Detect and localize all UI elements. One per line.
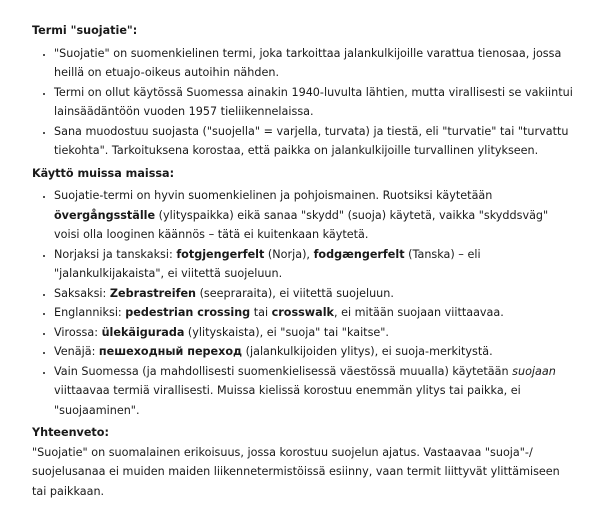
section-heading-term: Termi "suojatie": — [32, 24, 138, 37]
list-item: • Termi on ollut käytössä Suomessa ainakin 1940-luvulta lähtien, mutta virallisesti se vakiintui lainsäädäntöön vuoden 1957 tieliikennelaissa. — [54, 83, 573, 122]
section-heading-usage: Käyttö muissa maissa: — [32, 166, 175, 180]
list-item: • Vain Suomessa (ja mahdollisesti suomenkielisessä väestössä muualla) käytetään suojaan viittaavaa termiä virallisesti. Muissa kielissä korostuu enemmän ylitys tai paikka, ei "suojaaminen". — [54, 362, 573, 421]
section-heading-summary: Yhteenveto: — [32, 426, 109, 439]
list-item: • "Suojatie" on suomenkielinen termi, joka tarkoittaa jalankulkijoille varattua tienosaa, jossa heillä on etuajo-oikeus autoihin nähden. — [54, 44, 573, 83]
term-russian: пешеходный переход — [98, 345, 243, 358]
list-item: • Norjaksi ja tanskaksi: fotgjengerfelt (Norja), fodgængerfelt (Tanska) – eli "jalankulkijakaista", ei viitettä suojeluun. — [54, 245, 573, 284]
term-swedish: övergångsställe — [54, 208, 156, 222]
term-english-1: pedestrian crossing — [125, 306, 251, 319]
term-estonian: ülekäigurada — [101, 325, 185, 339]
list-item: • Sana muodostuu suojasta ("suojella" = varjella, turvata) ja tiestä, eli "turvatie" tai "turvattu tiekohta". Tarkoituksena korostaa, että paikka on jalankulkijoille turvallinen ylitykseen. — [54, 122, 573, 161]
term-norwegian: fotgjengerfelt — [176, 247, 265, 261]
usage-list — [32, 186, 573, 420]
term-emphasis: suojaan — [512, 364, 556, 378]
term-list — [32, 44, 573, 161]
list-item: • Englanniksi: pedestrian crossing tai crosswalk, ei mitään suojaan viittaavaa. — [54, 303, 573, 323]
list-item: • Suojatie-termi on hyvin suomenkielinen ja pohjoismainen. Ruotsiksi käytetään övergångsställe (ylityspaikka) eikä sanaa "skydd" (suoja) käytetä, vaikka "skyddsväg" voisi olla looginen käännös – tätä ei kuitenkaan käytetä. — [54, 186, 573, 245]
list-item: • Venäjä: пешеходный переход (jalankulkijoiden ylitys), ei suoja-merkitystä. — [54, 342, 573, 362]
term-danish: fodgængerfelt — [313, 247, 405, 261]
summary-paragraph: "Suojatie" on suomalainen erikoisuus, jossa korostuu suojelun ajatus. Vastaavaa "suoja"-/ suojelusanaa ei muiden maiden liikennetermistöissä esiinny, vaan termit liittyvät ylittämiseen tai paikkaan. — [32, 445, 560, 498]
term-english-2: crosswalk — [271, 306, 334, 319]
list-item: • Virossa: ülekäigurada (ylityskaista), ei "suoja" tai "kaitse". — [54, 323, 573, 343]
list-item: • Saksaksi: Zebrastreifen (seepraraita), ei viitettä suojeluun. — [54, 284, 573, 304]
term-german: Zebrastreifen — [109, 286, 197, 300]
